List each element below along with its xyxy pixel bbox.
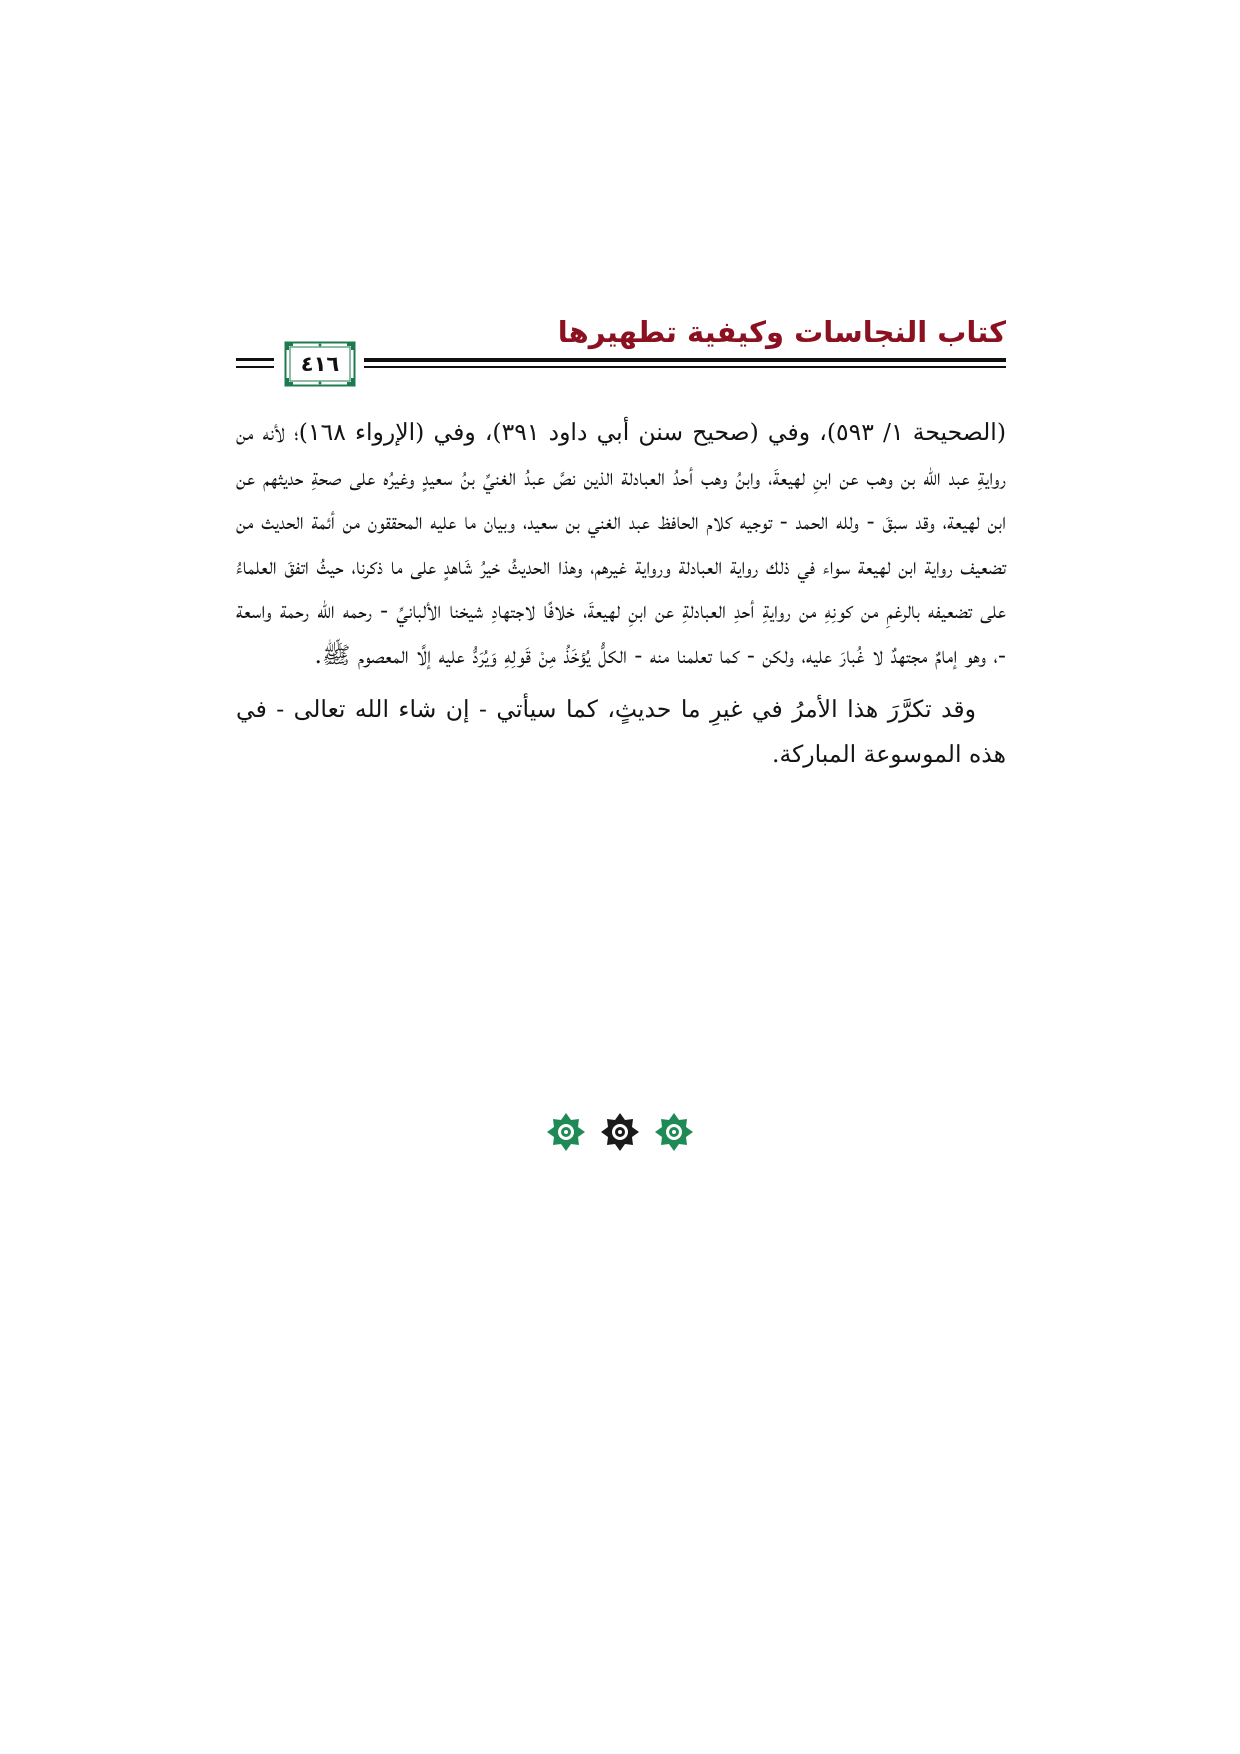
star-ornament-icon: [600, 1112, 640, 1152]
star-ornament-icon: [654, 1112, 694, 1152]
book-title: كتاب النجاسات وكيفية تطهيرها: [557, 315, 1006, 349]
star-ornament-icon: [546, 1112, 586, 1152]
body-paragraph-2: وقد تكرَّرَ هذا الأمرُ في غيرِ ما حديثٍ، كما سيأتي - إن شاء الله تعالى - في هذه الموسوعة المباركة.: [236, 695, 1006, 768]
header-rule-thin: [364, 366, 1006, 368]
running-header: [236, 315, 1006, 387]
header-rule-thick: [364, 358, 1006, 362]
page-number-frame: [284, 341, 356, 387]
body-paragraph-1: (الصحيحة ١/ ٥٩٣)، وفي (صحيح سنن أبي داود ٣٩١)، وفي (الإرواء ١٦٨)؛ لأنه من روايةِ عبد الله بن وهب عن ابنِ لهيعةَ، وابنُ وهب أحدُ العبادلة الذين نصَّ عبدُ الغنيِّ بنُ سعيدٍ وغيرُه على صحةِ حديثهم عن ابن لهيعة، وقد سبقَ - ولله الحمد - توجيه كلام الحافظ عبد الغني بن سعيد، وبيان ما عليه المحققون من أئمة الحديث من تضعيف رواية ابن لهيعة سواء في ذلك رواية العبادلة ورواية غيرهم، وهذا الحديثُ خيرُ شَاهدٍ على ما ذكرنا، حيثُ اتفقَ العلماءُ على تضعيفه بالرغمِ من كونِهِ من روايةِ أحدِ العبادلةِ عن ابنِ لهيعةَ، خلافًا لاجتهادِ شيخنا الألبانيِّ - رحمه الله رحمة واسعة -، وهو إمامٌ مجتهدٌ لا غُبارَ عليه، ولكن - كما تعلمنا منه - الكلُّ يُؤخَذُ مِنْ قَولِهِ وَيُرَدُّ عليه إلَّا المعصوم ﷺ.: [236, 418, 1006, 669]
header-rule-left-thin: [236, 366, 274, 368]
header-rule-left-thick: [236, 358, 274, 361]
page-body: [236, 410, 1006, 776]
page-number: ٤١٦: [300, 352, 340, 376]
section-end-ornament: [520, 1112, 720, 1162]
